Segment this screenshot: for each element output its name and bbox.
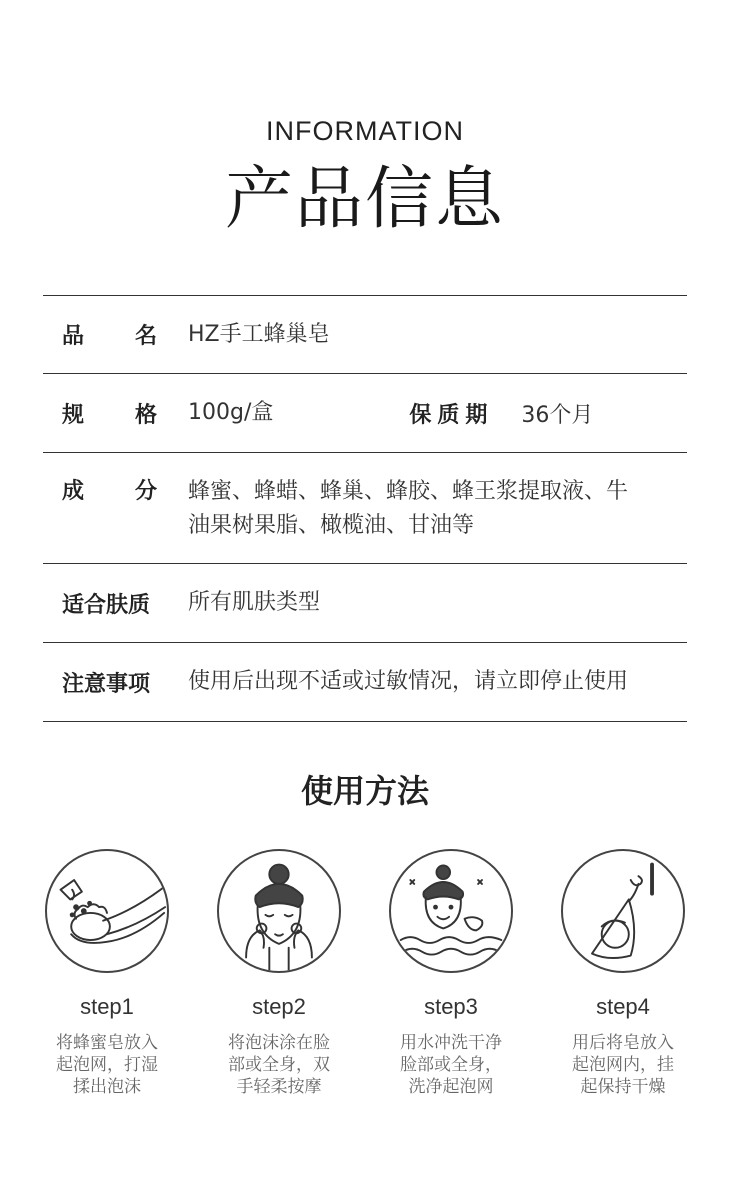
row-spec [43, 374, 687, 453]
product-name: HZ手工蜂巢皂 [188, 321, 330, 347]
step-desc-line: 揉出泡沫 [73, 1077, 141, 1097]
face-massage-icon [217, 849, 341, 973]
hands-foam-icon [45, 849, 169, 973]
shelf-life-label: 保质期 [409, 402, 494, 428]
row-ingredients [43, 453, 687, 564]
step-4 [548, 849, 698, 1098]
step-desc-line: 洗净起泡网 [408, 1077, 494, 1097]
hang-net-icon [561, 849, 685, 973]
step-desc-line: 脸部或全身， [400, 1055, 502, 1075]
step-name: step4 [596, 994, 650, 1019]
page-title: 产品信息 [224, 160, 505, 239]
step-name: step3 [424, 994, 478, 1019]
step-desc [548, 1032, 698, 1098]
row-label [62, 398, 157, 429]
label-char: 分 [134, 479, 157, 504]
label-char: 格 [134, 402, 157, 428]
label-char: 名 [134, 324, 157, 349]
step-desc [32, 1032, 182, 1098]
step-desc-line: 将蜂蜜皂放入 [56, 1033, 158, 1053]
label-char: 品 [62, 324, 85, 349]
step-desc-line: 起泡网内，挂 [572, 1055, 674, 1075]
info-table [43, 295, 687, 722]
row-skin [43, 564, 687, 643]
rinse-icon [389, 849, 513, 973]
step-desc-line: 手轻柔按摩 [236, 1077, 322, 1097]
step-desc-line: 部或全身，双 [228, 1055, 330, 1075]
row-name [43, 296, 687, 374]
usage-title: 使用方法 [300, 772, 429, 810]
ingredients-line: 油果树果脂、橄榄油、甘油等 [188, 513, 475, 538]
step-desc-line: 起泡网，打湿 [56, 1055, 158, 1075]
step-1 [32, 849, 182, 1098]
step-desc [376, 1032, 526, 1098]
step-name: step2 [252, 994, 306, 1019]
shelf-life-value: 36个月 [521, 402, 594, 428]
label-char: 成 [62, 479, 85, 504]
step-desc-line: 将泡沫涂在脸 [228, 1033, 330, 1053]
caution-value: 使用后出现不适或过敏情况，请立即停止使用 [188, 669, 629, 694]
step-3 [376, 849, 526, 1098]
row-label [62, 319, 157, 350]
step-2 [204, 849, 354, 1098]
row-caution [43, 643, 687, 722]
spec-value: 100g/盒 [188, 400, 274, 425]
header-en: INFORMATION [266, 116, 464, 146]
row-label: 注意事项 [62, 671, 151, 697]
step-desc-line: 起保持干燥 [580, 1077, 666, 1097]
row-label [62, 475, 157, 509]
row-label: 适合肤质 [62, 592, 151, 618]
step-desc-line: 用后将皂放入 [572, 1033, 674, 1053]
step-desc [204, 1032, 354, 1098]
step-desc-line: 用水冲洗干净 [400, 1033, 502, 1053]
label-char: 规 [62, 402, 85, 428]
ingredients-line: 蜂蜜、蜂蜡、蜂巢、蜂胶、蜂王浆提取液、牛 [188, 479, 629, 504]
step-name: step1 [80, 994, 134, 1019]
skin-value: 所有肌肤类型 [188, 590, 321, 615]
ingredients-value [188, 475, 628, 543]
